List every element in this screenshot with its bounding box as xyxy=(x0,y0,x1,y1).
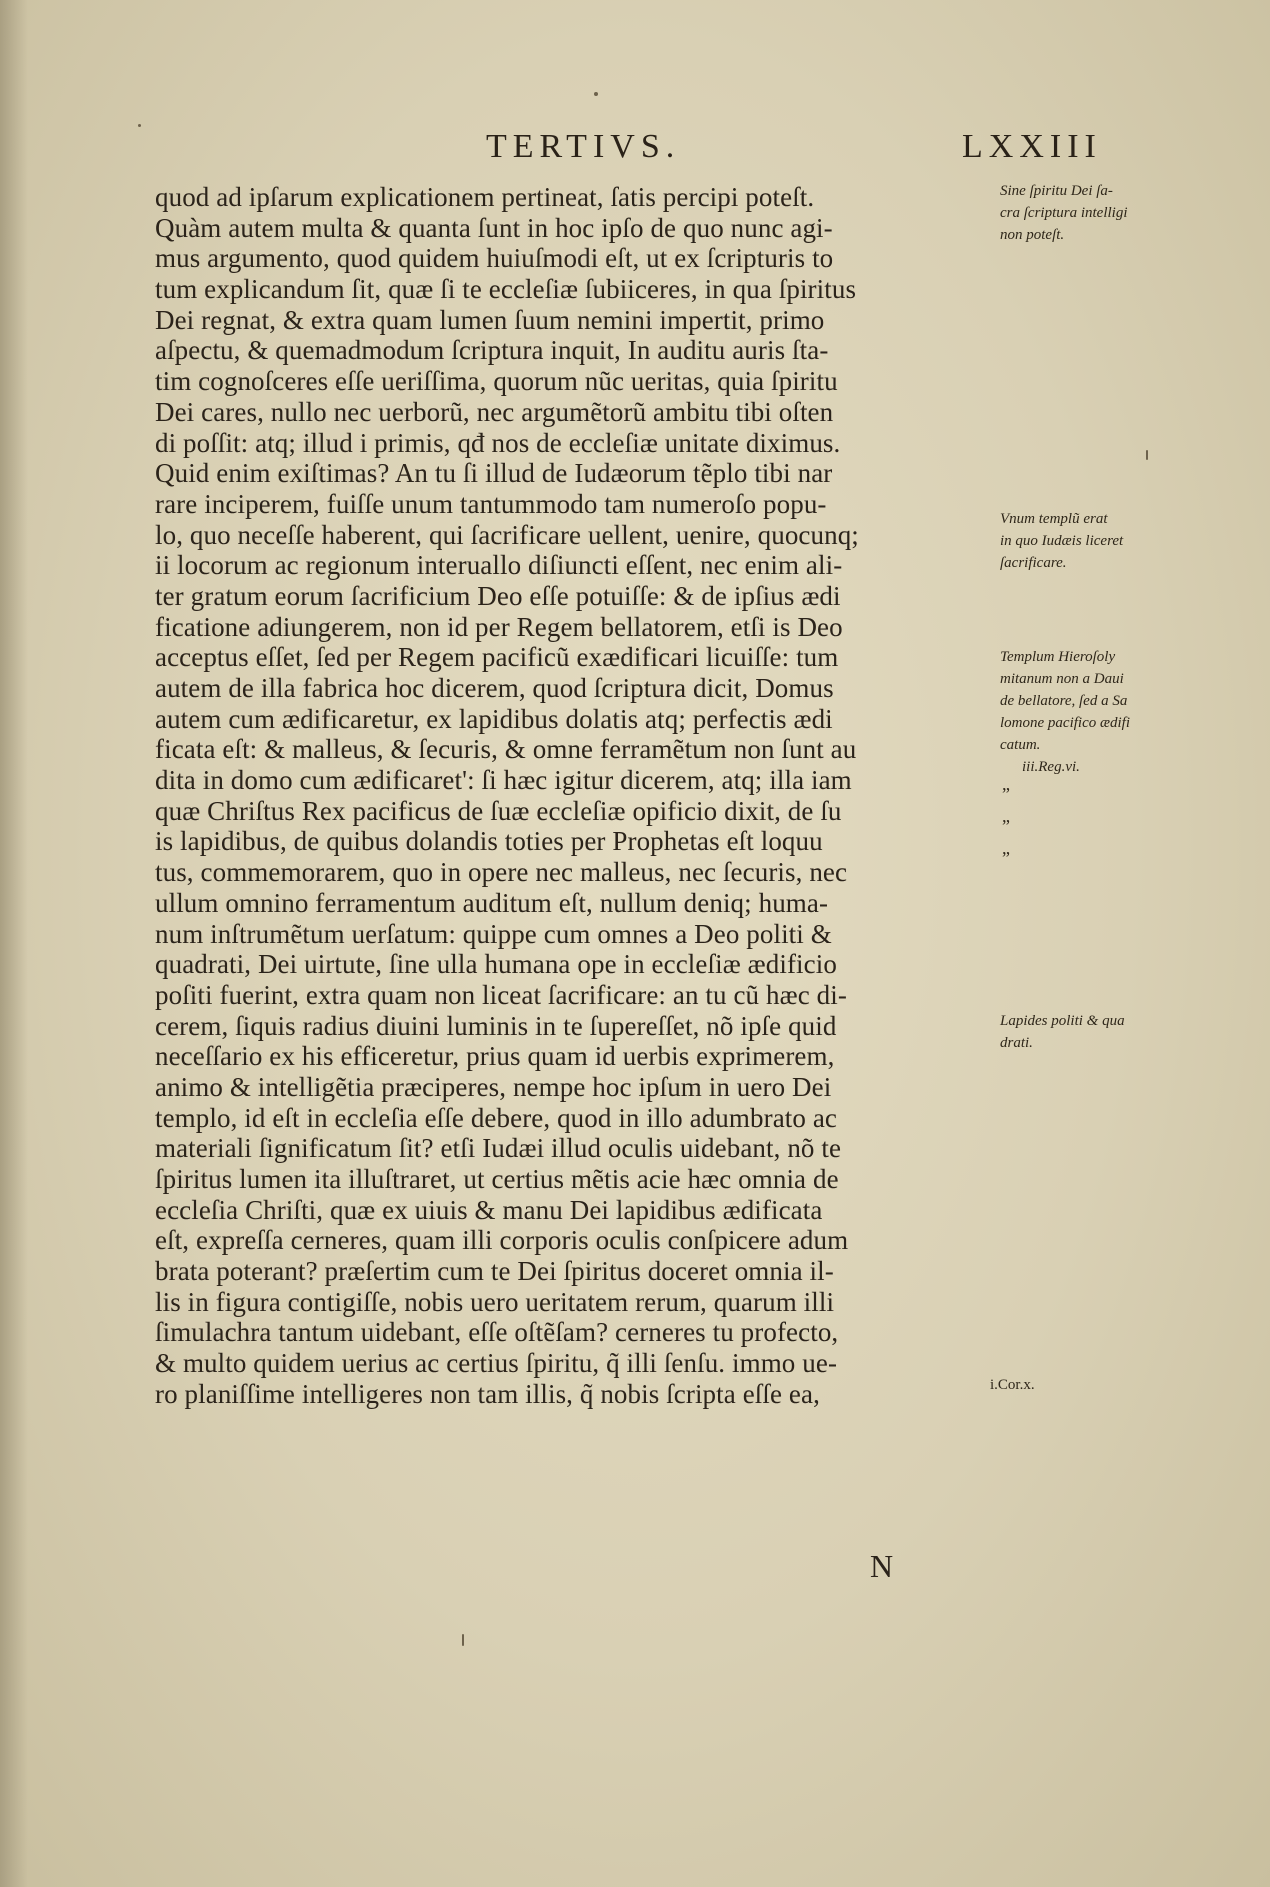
text-line: quadrati, Dei uirtute, ſine ulla humana ope in eccleſiæ ædificio xyxy=(155,949,837,980)
text-line: dita in domo cum ædificaret': ſi hæc igitur dicerem, atq; illa iam xyxy=(155,765,852,796)
text-line: mus argumento, quod quidem huiuſmodi eſt, ut ex ſcripturis to xyxy=(155,243,834,274)
text-line: eſt, expreſſa cerneres, quam illi corporis oculis conſpicere adum xyxy=(155,1225,849,1256)
text-line: brata poterant? præſertim cum te Dei ſpiritus doceret omnia il- xyxy=(155,1256,834,1287)
marginal-line: cra ſcriptura intelligi xyxy=(1000,205,1128,221)
quotation-mark: „ xyxy=(1002,838,1010,858)
quotation-mark: „ xyxy=(1002,774,1010,794)
marginal-line: Lapides politi & qua xyxy=(1000,1013,1125,1029)
text-line: rare inciperem, fuiſſe unum tantummodo tam numeroſo popu- xyxy=(155,488,827,519)
text-line: materiali ſignificatum ſit? etſi Iudæi illud oculis uidebant, nõ te xyxy=(155,1133,842,1164)
text-line: templo, id eſt in eccleſia eſſe debere, quod in illo adumbrato ac xyxy=(155,1102,838,1133)
text-line: quod ad ipſarum explicationem pertineat, ſatis percipi poteſt. xyxy=(155,182,815,212)
marginal-note-stones xyxy=(1000,1010,1125,1054)
text-line: ficatione adiungerem, non id per Regem bellatorem, etſi is Deo xyxy=(155,611,843,642)
marginal-note-corinthians xyxy=(990,1374,1035,1396)
quotation-mark: „ xyxy=(1002,806,1010,826)
folio-number: LXXIII xyxy=(962,128,1102,165)
marginal-line: iii.Reg.vi. xyxy=(1022,759,1080,775)
text-line: autem cum ædificaretur, ex lapidibus dolatis atq; perfectis ædi xyxy=(155,703,833,734)
text-line: cerem, ſiquis radius diuini luminis in te ſupereſſet, nõ ipſe quid xyxy=(155,1010,837,1041)
text-line: ficata eſt: & malleus, & ſecuris, & omne ferramẽtum non ſunt au xyxy=(155,734,857,765)
marginal-note-temple-jerusalem xyxy=(1000,646,1130,778)
running-head-title: TERTIVS. xyxy=(486,128,681,165)
marginal-line: Templum Hieroſoly xyxy=(1000,649,1116,665)
text-line: & multo quidem uerius ac certius ſpiritu, q̃ illi ſenſu. immo ue- xyxy=(155,1348,838,1379)
paper-speck xyxy=(594,92,598,96)
text-line: ſimulachra tantum uidebant, eſſe oſtẽſam? cerneres tu profecto, xyxy=(155,1317,839,1348)
text-line: lis in figura contigiſſe, nobis uero ueritatem rerum, quarum illi xyxy=(155,1286,835,1317)
text-line: tim cognoſceres eſſe ueriſſima, quorum nũc ueritas, quia ſpiritu xyxy=(155,366,838,397)
marginal-line: catum. xyxy=(1000,737,1041,753)
text-line: quæ Chriſtus Rex pacificus de ſuæ eccleſiæ opificio dixit, de ſu xyxy=(155,795,842,826)
signature-mark: N xyxy=(870,1548,894,1584)
marginal-line: lomone pacifico ædifi xyxy=(1000,715,1130,731)
marginal-line: Vnum templũ erat xyxy=(1000,511,1108,527)
text-line: Quid enim exiſtimas? An tu ſi illud de Iudæorum tẽplo tibi nar xyxy=(155,458,833,489)
text-line: animo & intelligẽtia præciperes, nempe hoc ipſum in uero Dei xyxy=(155,1071,832,1102)
text-line: autem de illa fabrica hoc dicerem, quod ſcriptura dicit, Domus xyxy=(155,673,834,703)
text-line: acceptus eſſet, ſed per Regem pacificũ exædificari licuiſſe: tum xyxy=(155,642,839,673)
text-line: ro planiſſime intelligeres non tam illis, q̃ nobis ſcripta eſſe ea, xyxy=(155,1378,820,1409)
paper-speck xyxy=(462,1634,464,1646)
text-line: ter gratum eorum ſacrificium Deo eſſe potuiſſe: & de ipſius ædi xyxy=(155,580,841,611)
marginal-line: in quo Iudæis liceret xyxy=(1000,533,1124,549)
text-line: poſiti fuerint, extra quam non liceat ſacrificare: an tu cũ hæc di- xyxy=(155,979,847,1010)
marginal-line: drati. xyxy=(1000,1035,1033,1051)
marginal-line: Sine ſpiritu Dei ſa- xyxy=(1000,183,1113,199)
text-line: ullum omnino ferramentum auditum eſt, nullum deniq; huma- xyxy=(155,887,829,918)
body-text-block xyxy=(155,182,985,1410)
text-line: Dei cares, nullo nec uerborũ, nec argumẽtorũ ambitu tibi oſten xyxy=(155,396,834,427)
marginal-line: non poteſt. xyxy=(1000,227,1065,243)
text-line: di poſſit: atq; illud i primis, qđ nos de eccleſiæ unitate diximus. xyxy=(155,427,841,458)
marginal-note-spirit xyxy=(1000,180,1128,246)
text-line: ſpiritus lumen ita illuſtraret, ut certius mẽtis acie hæc omnia de xyxy=(155,1164,839,1194)
text-line: aſpectu, & quemadmodum ſcriptura inquit, In auditu auris ſta- xyxy=(155,335,829,366)
text-line: neceſſario ex his efficeretur, prius quam id uerbis exprimerem, xyxy=(155,1041,835,1072)
text-line: lo, quo neceſſe haberent, qui ſacrificare uellent, uenire, quocunq; xyxy=(155,519,859,550)
text-line: num inſtrumẽtum uerſatum: quippe cum omnes a Deo politi & xyxy=(155,918,832,949)
paper-speck xyxy=(138,124,141,127)
marginal-line: de bellatore, ſed a Sa xyxy=(1000,693,1128,709)
text-line: Quàm autem multa & quanta ſunt in hoc ipſo de quo nunc agi- xyxy=(155,212,833,243)
marginal-line: ſacrificare. xyxy=(1000,555,1067,571)
marginal-note-one-temple xyxy=(1000,508,1123,574)
text-line: eccleſia Chriſti, quæ ex uiuis & manu Dei lapidibus ædificata xyxy=(155,1194,823,1225)
text-line: Dei regnat, & extra quam lumen ſuum nemini impertit, primo xyxy=(155,304,825,335)
text-line: tum explicandum ſit, quæ ſi te eccleſiæ ſubiiceres, in qua ſpiritus xyxy=(155,274,857,305)
marginal-line: i.Cor.x. xyxy=(990,1377,1035,1393)
page-edge-shadow xyxy=(0,0,28,1887)
paper-speck xyxy=(1146,450,1148,460)
marginal-line: mitanum non a Daui xyxy=(1000,671,1124,687)
text-line: tus, commemorarem, quo in opere nec malleus, nec ſecuris, nec xyxy=(155,857,848,888)
text-line: ii locorum ac regionum interuallo diſiuncti eſſent, nec enim ali- xyxy=(155,550,843,581)
text-line: is lapidibus, de quibus dolandis toties per Prophetas eſt loquu xyxy=(155,826,823,857)
